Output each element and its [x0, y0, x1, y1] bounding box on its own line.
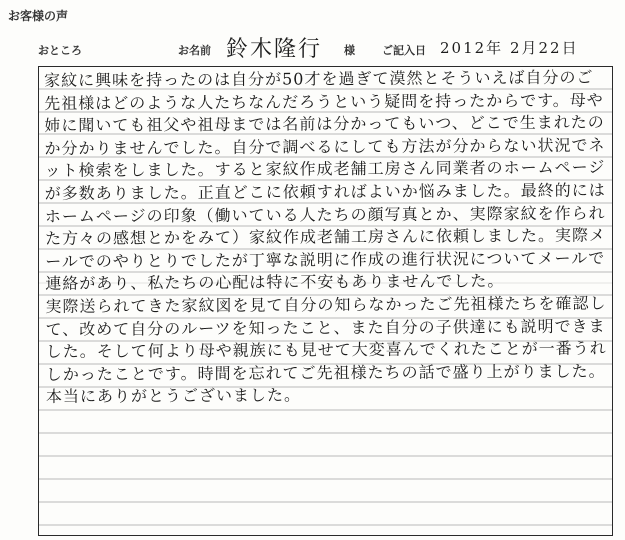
address-label: おところ — [38, 44, 82, 57]
form-header — [0, 36, 625, 66]
date-label: ご記入日 — [382, 44, 426, 57]
form-title: お客様の声 — [8, 9, 69, 23]
comment-paragraph-2: 実際送られてきた家紋図を見て自分の知らなかったご先祖様たちを確認して、改めて自分のルーツを知ったこと、また自分の子供達にも説明できました。そして何より母や親族にも見せて大変喜んでくれたことが一番うれしかったことです。時間を忘れてご先祖様たちの話で盛り上がりました。 — [45, 293, 607, 384]
date-value: 2012年 2月22日 — [440, 39, 579, 57]
name-value: 鈴木隆行 — [226, 37, 323, 62]
handwritten-comment — [44, 67, 611, 409]
comment-paragraph-3: 本当にありがとうございました。 — [45, 385, 302, 407]
comment-paragraph-1: 家紋に興味を持ったのは自分が50才を過ぎて漠然とそういえば自分のご先祖様はどのような人たちなんだろうという疑問を持ったからです。母や姉に聞いても祖父や祖母までは名前は分かってもいつ、どこで生まれたのか分かりませんでした。自分で調べるにしても方法が分からない状況でネット検索をしました。すると家紋作成老舗工房さん同業者のホームページが多数ありました。正直どこに依頼すればよいか悩みました。最終的にはホームページの印象（働いている人たちの顔写真とか、実際家紋を作られた方々の感想とかをみて）家紋作成老舗工房さんに依頼しました。実際メールでのやりとりでしたが丁寧な説明に作成の進行状況についてメールで連絡があり、私たちの心配は特に不安もありませんでした。 — [44, 67, 607, 294]
honorific: 様 — [344, 44, 355, 57]
name-label: お名前 — [178, 44, 211, 57]
